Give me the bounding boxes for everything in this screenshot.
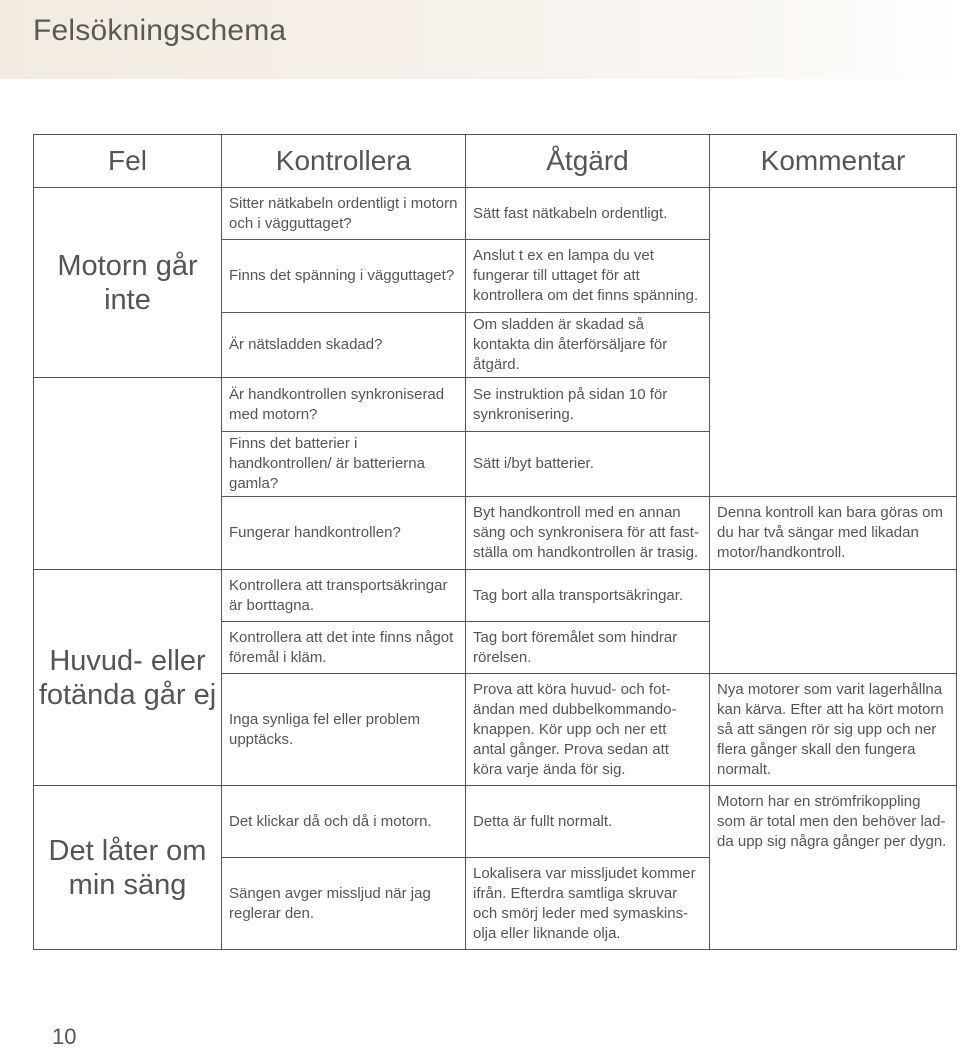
comment-cell xyxy=(710,188,957,497)
fault-label-continued xyxy=(34,378,222,570)
table-row xyxy=(34,786,957,858)
check-cell: Kontrollera att det inte finns något föremål i kläm. xyxy=(222,622,466,674)
comment-cell: Nya motorer som varit lagerhållna kan kärva. Efter att ha kört motorn så att sängen rör sig upp och ner flera gånger skall den fungera normalt. xyxy=(710,674,957,786)
fault-label: Motorn går inte xyxy=(34,188,222,378)
column-header-atgard: Åtgärd xyxy=(466,135,710,188)
action-cell: Tag bort föremålet som hindrar rörelsen. xyxy=(466,622,710,674)
action-cell: Byt handkontroll med en annan säng och synkronisera för att fast- ställa om handkontrollen är trasig. xyxy=(466,497,710,570)
table-row xyxy=(34,570,957,622)
action-cell: Detta är fullt normalt. xyxy=(466,786,710,858)
action-cell: Tag bort alla transportsäkringar. xyxy=(466,570,710,622)
action-cell: Anslut t ex en lampa du vet fungerar till uttaget för att kontrollera om det finns spänning. xyxy=(466,240,710,313)
comment-cell: Motorn har en strömfrikoppling som är total men den behöver lad- da upp sig några gånger per dygn. xyxy=(710,786,957,950)
check-cell: Kontrollera att transportsäkringar är borttagna. xyxy=(222,570,466,622)
action-cell: Sätt fast nätkabeln ordentligt. xyxy=(466,188,710,240)
troubleshooting-table xyxy=(33,134,957,950)
column-header-fel: Fel xyxy=(34,135,222,188)
check-cell: Finns det spänning i vägguttaget? xyxy=(222,240,466,313)
header-row xyxy=(34,135,957,188)
check-cell: Fungerar handkontrollen? xyxy=(222,497,466,570)
fault-label: Huvud- eller fotända går ej xyxy=(34,570,222,786)
table-row xyxy=(34,188,957,240)
check-cell: Sitter nätkabeln ordentligt i motorn och i vägguttaget? xyxy=(222,188,466,240)
fault-label: Det låter om min säng xyxy=(34,786,222,950)
check-cell: Inga synliga fel eller problem upptäcks. xyxy=(222,674,466,786)
action-cell: Om sladden är skadad så kontakta din återförsäljare för åtgärd. xyxy=(466,313,710,378)
check-cell: Är handkontrollen synkroniserad med motorn? xyxy=(222,378,466,432)
action-cell: Sätt i/byt batterier. xyxy=(466,432,710,497)
action-cell: Lokalisera var missljudet kommer ifrån. Efterdra samtliga skruvar och smörj leder med symaskins- olja eller liknande olja. xyxy=(466,858,710,950)
action-cell: Se instruktion på sidan 10 för synkronisering. xyxy=(466,378,710,432)
check-cell: Sängen avger missljud när jag reglerar den. xyxy=(222,858,466,950)
comment-cell: Denna kontroll kan bara göras om du har två sängar med likadan motor/handkontroll. xyxy=(710,497,957,570)
column-header-kommentar: Kommentar xyxy=(710,135,957,188)
check-cell: Är nätsladden skadad? xyxy=(222,313,466,378)
page-title: Felsökningschema xyxy=(33,14,287,47)
column-header-kontrollera: Kontrollera xyxy=(222,135,466,188)
comment-cell xyxy=(710,570,957,674)
check-cell: Finns det batterier i handkontrollen/ är batterierna gamla? xyxy=(222,432,466,497)
action-cell: Prova att köra huvud- och fot- ändan med dubbelkommando- knappen. Kör upp och ner ett antal gånger. Prova sedan att köra varje ända för sig. xyxy=(466,674,710,786)
check-cell: Det klickar då och då i motorn. xyxy=(222,786,466,858)
page-number: 10 xyxy=(52,1024,77,1049)
